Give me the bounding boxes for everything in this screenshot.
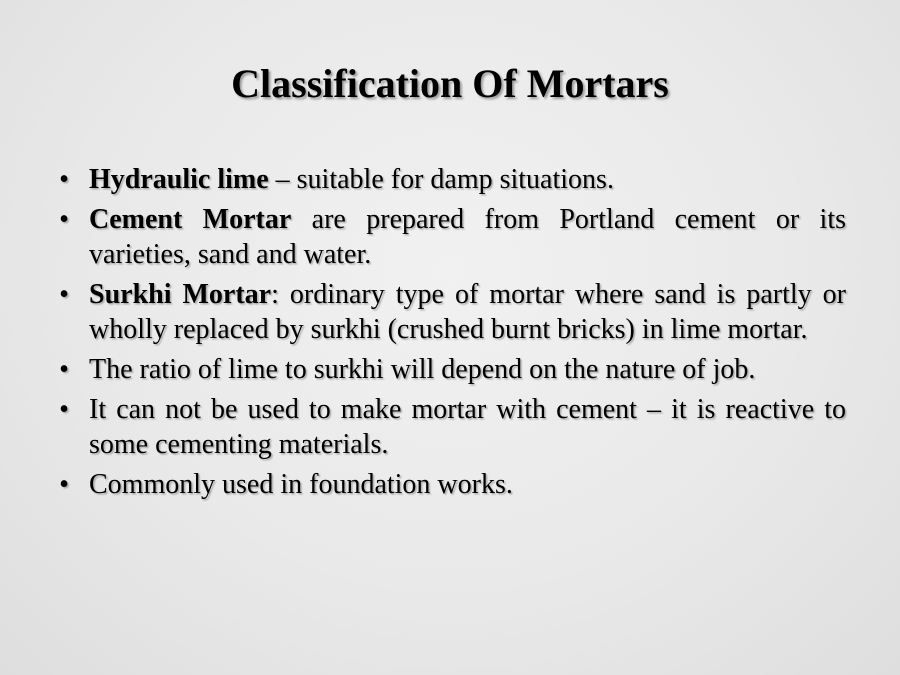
slide-title: Classification Of Mortars <box>231 61 669 106</box>
bullet-term: Cement Mortar <box>89 204 292 235</box>
bullet-text: : ordinary type of mortar where sand is partly or wholly replaced by surkhi (crushed burnt bricks) in lime mortar. <box>89 279 846 345</box>
bullet-dot-icon: • <box>59 354 69 385</box>
bullet-text: It can not be used to make mortar with cement – it is reactive to some cementing materials. <box>89 394 846 460</box>
bullet-dot-icon: • <box>59 469 69 500</box>
bullet-dot-icon: • <box>59 394 69 425</box>
bullet-item-foundation <box>54 467 846 502</box>
bullet-text: – suitable for damp situations. <box>268 164 614 195</box>
bullet-dot-icon: • <box>59 164 69 195</box>
bullet-item-surkhi-mortar <box>54 277 846 347</box>
bullet-text: Commonly used in foundation works. <box>89 469 513 500</box>
bullet-text: The ratio of lime to surkhi will depend on the nature of job. <box>89 354 756 385</box>
bullet-term: Hydraulic lime <box>89 164 269 195</box>
bullet-item-ratio <box>54 352 846 387</box>
bullet-list <box>54 162 846 507</box>
bullet-term: Surkhi Mortar <box>89 279 272 310</box>
bullet-text: are prepared from Portland cement or its varieties, sand and water. <box>89 204 847 270</box>
bullet-item-cement-mortar <box>54 202 846 272</box>
bullet-dot-icon: • <box>59 279 69 310</box>
bullet-item-hydraulic-lime <box>54 162 846 197</box>
bullet-item-reactive <box>54 392 846 462</box>
bullet-dot-icon: • <box>59 204 69 235</box>
